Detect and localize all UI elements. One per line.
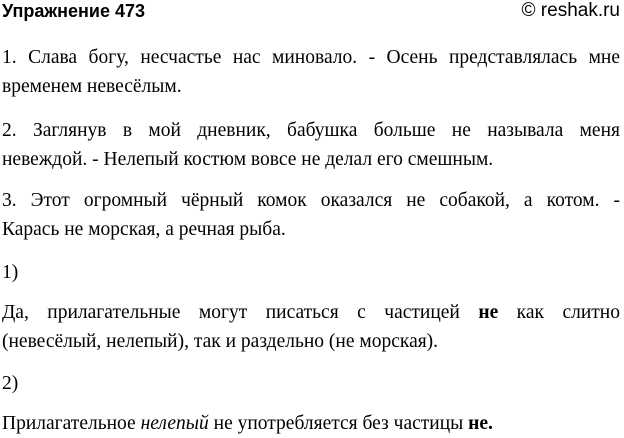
- answer-marker-2: 2): [2, 373, 19, 394]
- answer-1-text-before: Да, прилагательные могут писаться с частицей: [2, 302, 479, 323]
- answer-2-text-before: Прилагательное: [2, 413, 141, 434]
- sentence-item-3: [2, 186, 620, 244]
- answer-1-bold-particle: не: [478, 302, 499, 323]
- answer-1-text-after: как слитно: [498, 302, 620, 323]
- site-watermark[interactable]: © reshak.ru: [521, 0, 620, 21]
- sentence-item-2: [2, 116, 620, 174]
- sentence-item-3-line-2: Карась не морская, а речная рыба.: [2, 219, 286, 240]
- sentence-item-1-line-2: временем невесёлым.: [2, 76, 182, 97]
- answer-2-text-middle: не употребляется без частицы: [208, 413, 469, 434]
- answer-2-line-1: [2, 409, 620, 438]
- answer-1: [2, 298, 620, 356]
- page-header: [0, 0, 624, 24]
- sentence-item-1-line-1: 1. Слава богу, несчастье нас миновало. - Осень представлялась мне: [2, 47, 620, 68]
- sentence-item-2-line-1: 2. Заглянув в мой дневник, бабушка больше не называла меня: [2, 120, 620, 141]
- answer-1-line-2: (невесёлый, нелепый), так и раздельно (не морская).: [2, 331, 439, 352]
- sentence-item-2-line-2: невеждой. - Нелепый костюм вовсе не делал его смешным.: [2, 149, 494, 170]
- answer-2: [2, 409, 620, 438]
- answer-marker-1: 1): [2, 262, 19, 283]
- answer-2-bold-particle: не.: [468, 413, 493, 434]
- answer-2-italic-word: нелепый: [140, 413, 209, 434]
- sentence-item-3-line-1: 3. Этот огромный чёрный комок оказался не собакой, а котом. -: [2, 190, 620, 211]
- sentence-item-1: [2, 43, 620, 101]
- answer-1-line-1: [2, 298, 620, 327]
- exercise-title: Упражнение 473: [2, 1, 146, 21]
